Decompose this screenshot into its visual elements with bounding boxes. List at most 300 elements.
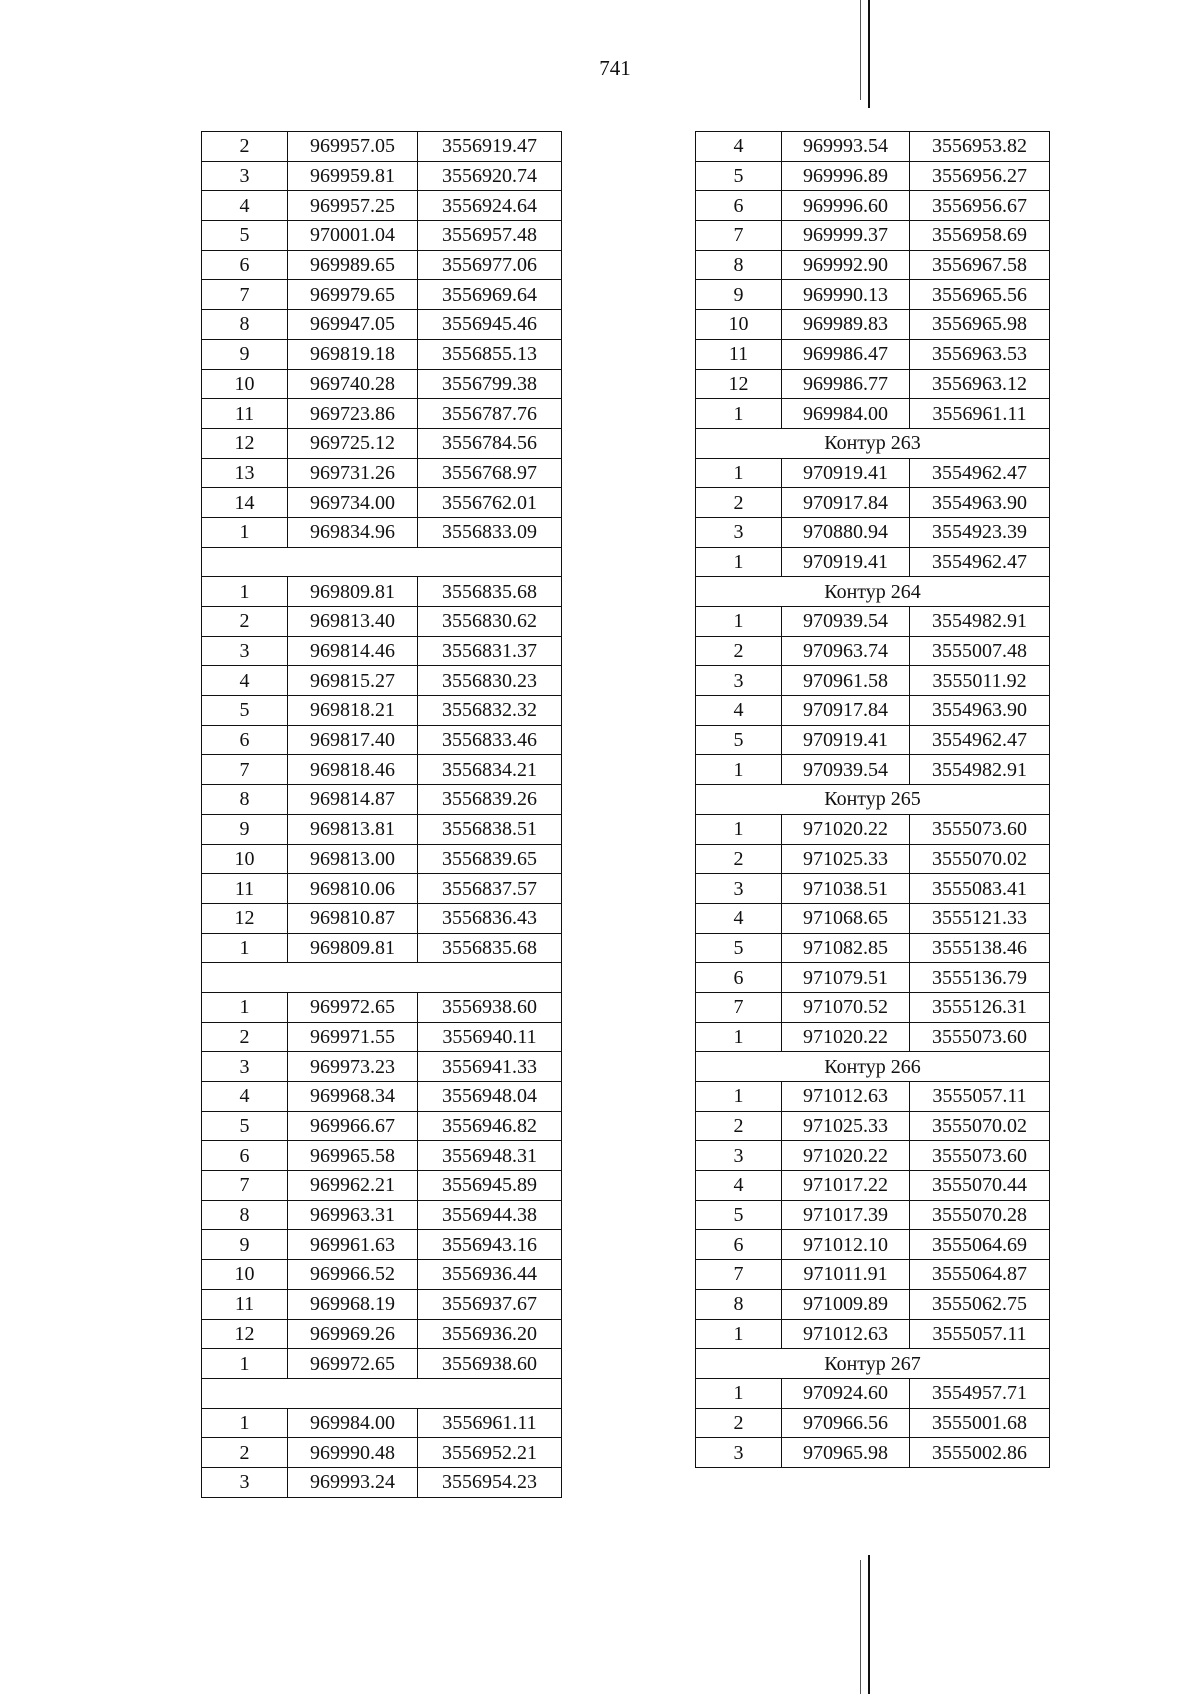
x-coordinate: 969968.19 (288, 1289, 418, 1319)
point-number: 5 (696, 161, 782, 191)
y-coordinate: 3556831.37 (418, 636, 562, 666)
point-number: 1 (202, 933, 288, 963)
y-coordinate: 3556948.04 (418, 1082, 562, 1112)
point-number: 9 (202, 339, 288, 369)
contour-title: Контур 264 (696, 577, 1050, 607)
x-coordinate: 971025.33 (782, 1111, 910, 1141)
table-row (202, 607, 562, 637)
y-coordinate: 3556946.82 (418, 1111, 562, 1141)
contour-title: Контур 267 (696, 1349, 1050, 1379)
y-coordinate: 3555001.68 (910, 1408, 1050, 1438)
y-coordinate: 3554962.47 (910, 458, 1050, 488)
table-row (696, 250, 1050, 280)
table-row (696, 1289, 1050, 1319)
table-row (202, 280, 562, 310)
y-coordinate: 3556941.33 (418, 1052, 562, 1082)
x-coordinate: 969990.13 (782, 280, 910, 310)
y-coordinate: 3556838.51 (418, 814, 562, 844)
x-coordinate: 969993.24 (288, 1467, 418, 1497)
point-number: 9 (202, 814, 288, 844)
contour-header-row (202, 963, 562, 993)
point-number: 12 (202, 903, 288, 933)
table-row (202, 1319, 562, 1349)
point-number: 4 (202, 666, 288, 696)
x-coordinate: 970965.98 (782, 1438, 910, 1468)
y-coordinate: 3555057.11 (910, 1082, 1050, 1112)
point-number: 3 (202, 1052, 288, 1082)
y-coordinate: 3556967.58 (910, 250, 1050, 280)
table-row (696, 399, 1050, 429)
x-coordinate: 969996.60 (782, 191, 910, 221)
point-number: 1 (696, 607, 782, 637)
x-coordinate: 969813.40 (288, 607, 418, 637)
x-coordinate: 969957.05 (288, 132, 418, 162)
x-coordinate: 969972.65 (288, 992, 418, 1022)
y-coordinate: 3556944.38 (418, 1200, 562, 1230)
x-coordinate: 970961.58 (782, 666, 910, 696)
table-row (202, 874, 562, 904)
point-number: 11 (202, 1289, 288, 1319)
y-coordinate: 3556958.69 (910, 221, 1050, 251)
table-row (696, 903, 1050, 933)
x-coordinate: 970880.94 (782, 517, 910, 547)
point-number: 6 (696, 191, 782, 221)
y-coordinate: 3556938.60 (418, 992, 562, 1022)
y-coordinate: 3556945.46 (418, 310, 562, 340)
table-row (202, 1082, 562, 1112)
x-coordinate: 971020.22 (782, 1022, 910, 1052)
y-coordinate: 3555064.87 (910, 1260, 1050, 1290)
x-coordinate: 970963.74 (782, 636, 910, 666)
x-coordinate: 969734.00 (288, 488, 418, 518)
x-coordinate: 970939.54 (782, 755, 910, 785)
x-coordinate: 969817.40 (288, 725, 418, 755)
point-number: 5 (202, 221, 288, 251)
y-coordinate: 3555070.44 (910, 1171, 1050, 1201)
point-number: 1 (696, 1022, 782, 1052)
x-coordinate: 970919.41 (782, 458, 910, 488)
table-row (696, 488, 1050, 518)
y-coordinate: 3556948.31 (418, 1141, 562, 1171)
contour-header-row (696, 428, 1050, 458)
y-coordinate: 3556965.98 (910, 310, 1050, 340)
table-row (202, 785, 562, 815)
y-coordinate: 3555007.48 (910, 636, 1050, 666)
x-coordinate: 971017.39 (782, 1200, 910, 1230)
y-coordinate: 3556924.64 (418, 191, 562, 221)
y-coordinate: 3555083.41 (910, 874, 1050, 904)
y-coordinate: 3556799.38 (418, 369, 562, 399)
table-row (696, 221, 1050, 251)
table-row (202, 191, 562, 221)
y-coordinate: 3555138.46 (910, 933, 1050, 963)
y-coordinate: 3555136.79 (910, 963, 1050, 993)
y-coordinate: 3556835.68 (418, 577, 562, 607)
y-coordinate: 3554957.71 (910, 1378, 1050, 1408)
table-row (696, 992, 1050, 1022)
coordinate-table-right-body (696, 132, 1050, 1468)
table-row (202, 933, 562, 963)
table-row (202, 1111, 562, 1141)
x-coordinate: 969968.34 (288, 1082, 418, 1112)
table-row (202, 1349, 562, 1379)
x-coordinate: 969966.52 (288, 1260, 418, 1290)
x-coordinate: 969731.26 (288, 458, 418, 488)
y-coordinate: 3556961.11 (910, 399, 1050, 429)
point-number: 12 (696, 369, 782, 399)
table-row (202, 725, 562, 755)
x-coordinate: 969966.67 (288, 1111, 418, 1141)
x-coordinate: 969809.81 (288, 577, 418, 607)
contour-header-row (696, 785, 1050, 815)
y-coordinate: 3556834.21 (418, 755, 562, 785)
contour-header-row (202, 547, 562, 577)
contour-title: Контур 263 (696, 428, 1050, 458)
x-coordinate: 969986.77 (782, 369, 910, 399)
x-coordinate: 970001.04 (288, 221, 418, 251)
table-row (696, 132, 1050, 162)
point-number: 3 (696, 874, 782, 904)
point-number: 2 (696, 1111, 782, 1141)
point-number: 1 (202, 517, 288, 547)
point-number: 6 (202, 250, 288, 280)
table-row (202, 696, 562, 726)
x-coordinate: 970919.41 (782, 725, 910, 755)
table-row (696, 310, 1050, 340)
x-coordinate: 970919.41 (782, 547, 910, 577)
point-number: 9 (696, 280, 782, 310)
x-coordinate: 971017.22 (782, 1171, 910, 1201)
point-number: 8 (202, 1200, 288, 1230)
x-coordinate: 969819.18 (288, 339, 418, 369)
y-coordinate: 3554962.47 (910, 547, 1050, 577)
y-coordinate: 3556952.21 (418, 1438, 562, 1468)
point-number: 12 (202, 1319, 288, 1349)
point-number: 2 (202, 1438, 288, 1468)
x-coordinate: 971020.22 (782, 814, 910, 844)
page-number: 741 (599, 56, 631, 80)
x-coordinate: 971012.10 (782, 1230, 910, 1260)
x-coordinate: 970924.60 (782, 1378, 910, 1408)
point-number: 7 (202, 1171, 288, 1201)
y-coordinate: 3556940.11 (418, 1022, 562, 1052)
point-number: 6 (202, 725, 288, 755)
y-coordinate: 3555062.75 (910, 1289, 1050, 1319)
point-number: 2 (202, 1022, 288, 1052)
point-number: 2 (696, 636, 782, 666)
y-coordinate: 3554982.91 (910, 607, 1050, 637)
point-number: 1 (696, 1378, 782, 1408)
y-coordinate: 3556956.67 (910, 191, 1050, 221)
x-coordinate: 969989.83 (782, 310, 910, 340)
point-number: 3 (202, 161, 288, 191)
table-row (696, 1022, 1050, 1052)
y-coordinate: 3556953.82 (910, 132, 1050, 162)
point-number: 3 (696, 1141, 782, 1171)
x-coordinate: 971070.52 (782, 992, 910, 1022)
table-row (202, 161, 562, 191)
x-coordinate: 969992.90 (782, 250, 910, 280)
point-number: 12 (202, 428, 288, 458)
point-number: 10 (202, 844, 288, 874)
x-coordinate: 969809.81 (288, 933, 418, 963)
table-row (696, 814, 1050, 844)
table-row (696, 1378, 1050, 1408)
y-coordinate: 3556920.74 (418, 161, 562, 191)
point-number: 4 (202, 1082, 288, 1112)
table-row (696, 1438, 1050, 1468)
point-number: 6 (202, 1141, 288, 1171)
y-coordinate: 3556977.06 (418, 250, 562, 280)
y-coordinate: 3556965.56 (910, 280, 1050, 310)
x-coordinate: 969810.87 (288, 903, 418, 933)
point-number: 2 (696, 1408, 782, 1438)
point-number: 4 (696, 903, 782, 933)
point-number: 10 (202, 369, 288, 399)
y-coordinate: 3555073.60 (910, 1141, 1050, 1171)
table-row (696, 369, 1050, 399)
table-row (202, 132, 562, 162)
table-row (202, 1022, 562, 1052)
contour-title: Контур 266 (696, 1052, 1050, 1082)
x-coordinate: 971020.22 (782, 1141, 910, 1171)
point-number: 1 (202, 1349, 288, 1379)
table-row (202, 636, 562, 666)
y-coordinate: 3555070.02 (910, 844, 1050, 874)
point-number: 3 (202, 1467, 288, 1497)
table-row (202, 1200, 562, 1230)
table-row (696, 547, 1050, 577)
table-row (696, 458, 1050, 488)
point-number: 1 (696, 814, 782, 844)
x-coordinate: 969740.28 (288, 369, 418, 399)
table-row (696, 280, 1050, 310)
x-coordinate: 969962.21 (288, 1171, 418, 1201)
point-number: 7 (696, 1260, 782, 1290)
x-coordinate: 971012.63 (782, 1319, 910, 1349)
table-row (202, 1289, 562, 1319)
y-coordinate: 3556830.23 (418, 666, 562, 696)
point-number: 8 (696, 250, 782, 280)
table-row (696, 1141, 1050, 1171)
x-coordinate: 969993.54 (782, 132, 910, 162)
point-number: 2 (696, 844, 782, 874)
x-coordinate: 970966.56 (782, 1408, 910, 1438)
table-row (696, 191, 1050, 221)
table-row (696, 666, 1050, 696)
table-row (696, 755, 1050, 785)
table-row (202, 1260, 562, 1290)
x-coordinate: 969972.65 (288, 1349, 418, 1379)
table-row (202, 369, 562, 399)
scan-edge-mark-top (868, 0, 870, 108)
y-coordinate: 3556954.23 (418, 1467, 562, 1497)
x-coordinate: 971025.33 (782, 844, 910, 874)
point-number: 2 (696, 488, 782, 518)
point-number: 3 (696, 1438, 782, 1468)
scan-edge-mark-bottom (868, 1555, 870, 1694)
contour-title (202, 1378, 562, 1408)
point-number: 5 (696, 1200, 782, 1230)
contour-title (202, 963, 562, 993)
x-coordinate: 970917.84 (782, 696, 910, 726)
y-coordinate: 3556963.53 (910, 339, 1050, 369)
y-coordinate: 3554963.90 (910, 696, 1050, 726)
x-coordinate: 969814.46 (288, 636, 418, 666)
table-row (696, 844, 1050, 874)
x-coordinate: 969723.86 (288, 399, 418, 429)
table-row (696, 1230, 1050, 1260)
point-number: 4 (696, 696, 782, 726)
y-coordinate: 3554963.90 (910, 488, 1050, 518)
point-number: 13 (202, 458, 288, 488)
contour-header-row (696, 1349, 1050, 1379)
point-number: 1 (696, 755, 782, 785)
y-coordinate: 3556784.56 (418, 428, 562, 458)
x-coordinate: 969965.58 (288, 1141, 418, 1171)
x-coordinate: 969961.63 (288, 1230, 418, 1260)
y-coordinate: 3556936.44 (418, 1260, 562, 1290)
table-row (696, 1319, 1050, 1349)
contour-title: Контур 265 (696, 785, 1050, 815)
x-coordinate: 970939.54 (782, 607, 910, 637)
y-coordinate: 3556945.89 (418, 1171, 562, 1201)
x-coordinate: 969990.48 (288, 1438, 418, 1468)
y-coordinate: 3556833.46 (418, 725, 562, 755)
y-coordinate: 3555073.60 (910, 1022, 1050, 1052)
x-coordinate: 969810.06 (288, 874, 418, 904)
point-number: 1 (696, 547, 782, 577)
table-row (202, 1408, 562, 1438)
point-number: 1 (696, 458, 782, 488)
point-number: 7 (202, 280, 288, 310)
y-coordinate: 3556839.65 (418, 844, 562, 874)
scan-edge-mark-top-thin (860, 0, 861, 100)
table-row (202, 1052, 562, 1082)
table-row (202, 844, 562, 874)
contour-title (202, 547, 562, 577)
point-number: 4 (696, 132, 782, 162)
table-row (696, 874, 1050, 904)
y-coordinate: 3556937.67 (418, 1289, 562, 1319)
y-coordinate: 3556938.60 (418, 1349, 562, 1379)
y-coordinate: 3555002.86 (910, 1438, 1050, 1468)
table-row (696, 1200, 1050, 1230)
y-coordinate: 3556835.68 (418, 933, 562, 963)
y-coordinate: 3556833.09 (418, 517, 562, 547)
x-coordinate: 969984.00 (288, 1408, 418, 1438)
scan-edge-mark-bottom-thin (860, 1560, 861, 1694)
point-number: 2 (202, 607, 288, 637)
point-number: 7 (696, 221, 782, 251)
table-row (696, 1408, 1050, 1438)
x-coordinate: 971012.63 (782, 1082, 910, 1112)
point-number: 8 (696, 1289, 782, 1319)
coordinate-table-right (695, 131, 1050, 1468)
y-coordinate: 3556836.43 (418, 903, 562, 933)
x-coordinate: 971082.85 (782, 933, 910, 963)
contour-header-row (696, 1052, 1050, 1082)
y-coordinate: 3555121.33 (910, 903, 1050, 933)
y-coordinate: 3556839.26 (418, 785, 562, 815)
x-coordinate: 969813.81 (288, 814, 418, 844)
table-row (202, 1230, 562, 1260)
x-coordinate: 969984.00 (782, 399, 910, 429)
table-row (202, 666, 562, 696)
x-coordinate: 969971.55 (288, 1022, 418, 1052)
table-row (202, 517, 562, 547)
point-number: 1 (696, 1082, 782, 1112)
y-coordinate: 3555126.31 (910, 992, 1050, 1022)
y-coordinate: 3555073.60 (910, 814, 1050, 844)
point-number: 6 (696, 1230, 782, 1260)
x-coordinate: 969979.65 (288, 280, 418, 310)
point-number: 1 (202, 1408, 288, 1438)
y-coordinate: 3556919.47 (418, 132, 562, 162)
point-number: 3 (696, 666, 782, 696)
table-row (202, 339, 562, 369)
x-coordinate: 971009.89 (782, 1289, 910, 1319)
point-number: 11 (202, 874, 288, 904)
point-number: 1 (696, 1319, 782, 1349)
x-coordinate: 969999.37 (782, 221, 910, 251)
y-coordinate: 3555057.11 (910, 1319, 1050, 1349)
y-coordinate: 3555011.92 (910, 666, 1050, 696)
table-row (202, 755, 562, 785)
table-row (202, 1467, 562, 1497)
x-coordinate: 969725.12 (288, 428, 418, 458)
point-number: 4 (696, 1171, 782, 1201)
x-coordinate: 969957.25 (288, 191, 418, 221)
point-number: 14 (202, 488, 288, 518)
y-coordinate: 3554923.39 (910, 517, 1050, 547)
table-row (202, 428, 562, 458)
y-coordinate: 3556943.16 (418, 1230, 562, 1260)
y-coordinate: 3554962.47 (910, 725, 1050, 755)
x-coordinate: 969996.89 (782, 161, 910, 191)
table-row (202, 221, 562, 251)
x-coordinate: 971011.91 (782, 1260, 910, 1290)
table-row (202, 399, 562, 429)
table-row (696, 933, 1050, 963)
point-number: 10 (202, 1260, 288, 1290)
y-coordinate: 3556936.20 (418, 1319, 562, 1349)
table-row (696, 1082, 1050, 1112)
point-number: 3 (696, 517, 782, 547)
table-row (696, 517, 1050, 547)
x-coordinate: 969986.47 (782, 339, 910, 369)
table-row (202, 1171, 562, 1201)
y-coordinate: 3554982.91 (910, 755, 1050, 785)
point-number: 4 (202, 191, 288, 221)
point-number: 8 (202, 785, 288, 815)
point-number: 1 (202, 992, 288, 1022)
point-number: 8 (202, 310, 288, 340)
x-coordinate: 971079.51 (782, 963, 910, 993)
contour-header-row (696, 577, 1050, 607)
table-row (696, 161, 1050, 191)
y-coordinate: 3556961.11 (418, 1408, 562, 1438)
y-coordinate: 3556837.57 (418, 874, 562, 904)
table-row (696, 696, 1050, 726)
contour-header-row (202, 1378, 562, 1408)
table-row (202, 992, 562, 1022)
table-row (202, 903, 562, 933)
x-coordinate: 969959.81 (288, 161, 418, 191)
table-row (202, 310, 562, 340)
point-number: 1 (202, 577, 288, 607)
x-coordinate: 969989.65 (288, 250, 418, 280)
